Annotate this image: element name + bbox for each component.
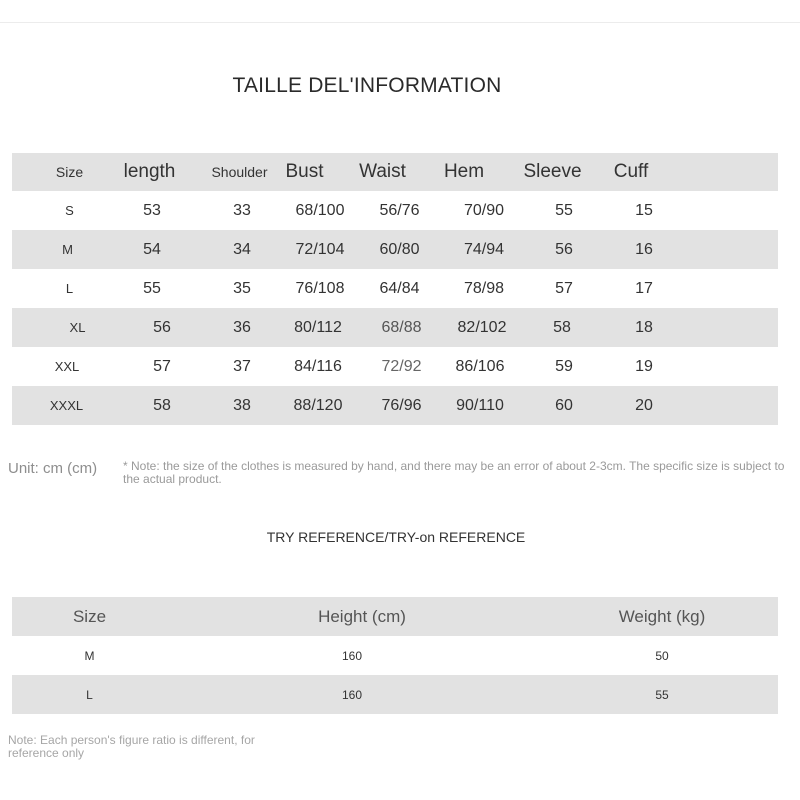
cell-size: S (65, 203, 74, 218)
footer-note: Note: Each person's figure ratio is different, for reference only (8, 733, 255, 760)
cell-size: M (84, 648, 95, 663)
size-table-header (12, 153, 778, 191)
cell-cuff: 19 (635, 357, 653, 375)
cell-shoulder: 37 (233, 357, 251, 375)
header-weight: Weight (kg) (618, 606, 706, 626)
cell-bust: 88/120 (293, 396, 343, 414)
cell-size: M (62, 242, 73, 257)
cell-length: 58 (153, 396, 171, 414)
cell-height: 160 (341, 687, 363, 702)
header-bust: Bust (285, 161, 324, 182)
cell-hem: 90/110 (456, 396, 504, 414)
cell-size: L (65, 281, 74, 296)
cell-cuff: 15 (635, 201, 653, 219)
cell-height: 160 (341, 648, 363, 663)
header-hem: Hem (443, 161, 485, 182)
try-row-m (12, 636, 778, 675)
cell-size: XXL (54, 359, 80, 374)
cell-shoulder: 33 (233, 201, 251, 219)
cell-waist: 56/76 (379, 201, 420, 219)
cell-bust: 80/112 (294, 318, 342, 336)
cell-shoulder: 34 (233, 240, 251, 258)
try-table-header (12, 597, 778, 636)
cell-waist: 64/84 (379, 279, 420, 297)
cell-hem: 70/90 (463, 201, 505, 219)
cell-waist: 60/80 (379, 240, 420, 258)
size-row-xxxl (12, 386, 778, 425)
header-shoulder: Shoulder (211, 164, 268, 180)
cell-length: 53 (143, 201, 161, 219)
cell-bust: 72/104 (295, 240, 345, 258)
cell-sleeve: 56 (555, 240, 573, 258)
cell-sleeve: 58 (553, 318, 571, 336)
cell-cuff: 20 (635, 396, 653, 414)
try-on-table (12, 597, 778, 714)
cell-size: L (86, 687, 93, 702)
cell-hem: 78/98 (463, 279, 505, 297)
cell-cuff: 18 (635, 318, 653, 336)
header-length: length (123, 161, 176, 182)
cell-waist: 72/92 (381, 357, 422, 375)
cell-cuff: 17 (635, 279, 653, 297)
cell-waist: 68/88 (381, 318, 422, 336)
size-table (12, 153, 778, 425)
cell-size: XXXL (49, 398, 84, 413)
cell-waist: 76/96 (381, 396, 422, 414)
cell-weight: 50 (655, 648, 669, 663)
cell-length: 57 (153, 357, 171, 375)
cell-bust: 68/100 (295, 201, 345, 219)
cell-bust: 76/108 (295, 279, 345, 297)
cell-cuff: 16 (635, 240, 653, 258)
cell-shoulder: 35 (233, 279, 251, 297)
cell-sleeve: 60 (555, 396, 573, 414)
try-row-l (12, 675, 778, 714)
top-divider (0, 22, 800, 23)
cell-sleeve: 57 (555, 279, 573, 297)
cell-bust: 84/116 (294, 357, 342, 375)
size-row-l (12, 269, 778, 308)
header-sleeve: Sleeve (523, 161, 582, 182)
header-size: Size (55, 164, 84, 180)
cell-length: 54 (143, 240, 161, 258)
page-title: TAILLE DEL'INFORMATION (232, 74, 502, 97)
cell-weight: 55 (655, 687, 669, 702)
size-row-s (12, 191, 778, 230)
cell-sleeve: 59 (555, 357, 573, 375)
header-waist: Waist (359, 161, 406, 182)
measurement-note: * Note: the size of the clothes is measured by hand, and there may be an error of about 2-3cm. The specific size is subject to the actual product. (123, 459, 785, 486)
cell-sleeve: 55 (555, 201, 573, 219)
cell-length: 55 (143, 279, 161, 297)
cell-size: XL (69, 320, 86, 335)
cell-shoulder: 38 (233, 396, 251, 414)
size-row-xxl (12, 347, 778, 386)
size-row-m (12, 230, 778, 269)
cell-length: 56 (153, 318, 171, 336)
header-height: Height (cm) (318, 606, 406, 626)
header-size: Size (72, 606, 107, 626)
header-cuff: Cuff (613, 161, 649, 182)
try-reference-title: TRY REFERENCE/TRY-on REFERENCE (266, 529, 526, 545)
cell-hem: 86/106 (455, 357, 505, 375)
cell-shoulder: 36 (233, 318, 251, 336)
size-row-xl (12, 308, 778, 347)
cell-hem: 82/102 (457, 318, 507, 336)
unit-note: Unit: cm (cm) (8, 460, 98, 477)
cell-hem: 74/94 (463, 240, 505, 258)
